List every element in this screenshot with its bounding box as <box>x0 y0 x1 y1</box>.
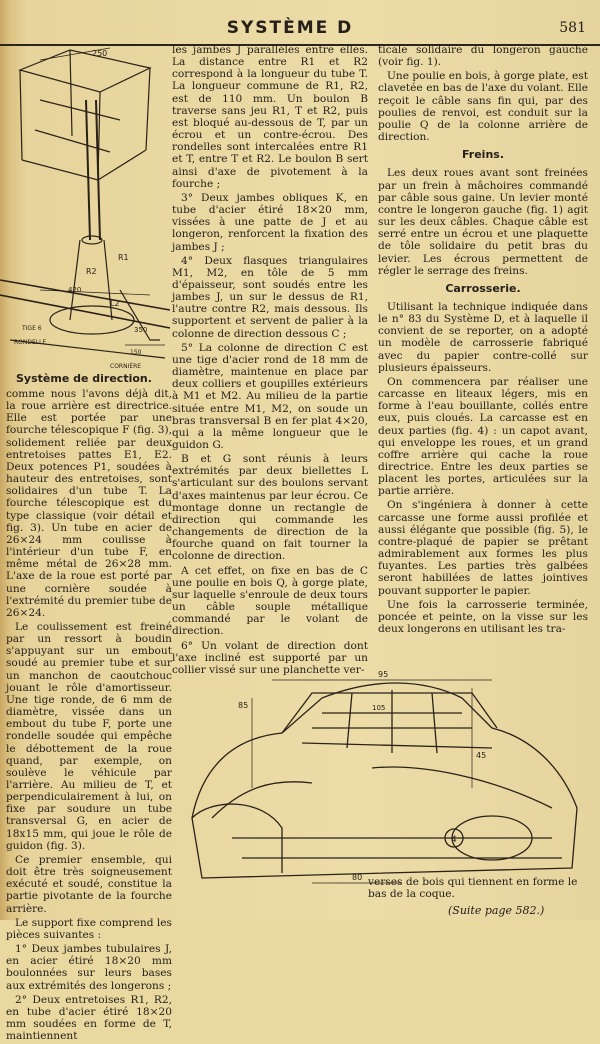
paragraph: A cet effet, on fixe en bas de C une poulie en bois Q, à gorge plate, sur laquelle s'enroule de deux tours un câble souple métallique commandé par le volant de direction. <box>172 564 368 638</box>
fig1-label-rondelle: RONDELLE <box>14 339 47 346</box>
paragraph: les jambes J parallèles entre elles. La distance entre R1 et R2 correspond à la longueur du tube T. La longueur commune de R1, R2, est de 110 mm. Un boulon B traverse sans jeu R1, T et R2, puis est bloqué au-dessous de T, par un écrou et un contre-écrou. Des rondelles sont intercalées entre R1 et T, entre T et R2. Le boulon B sert ainsi d'axe de pivotement à la fourche ; <box>172 44 368 190</box>
text-column-3 <box>378 44 588 637</box>
paragraph: Une poulie en bois, à gorge plate, est clavetée en bas de l'axe du volant. Elle reçoit le câble sans fin qui, par des poulies de renvoi, est conduit sur la poulie Q de la colonne arrière de direction. <box>378 70 588 144</box>
paragraph: Les deux roues avant sont freinées par un frein à mâchoires commandé par câble sous gaine. Un levier monté contre le longeron gauche (fig. 1) agit sur les deux câbles. Chaque câble est serré entre un écrou et une plaquette de tôle solidaire du petit bras du levier. Les écrous permettent de régler le serrage des freins. <box>378 167 588 277</box>
page-number: 581 <box>559 20 586 36</box>
paragraph: On commencera par réaliser une carcasse en liteaux légers, mis en forme à l'eau bouillante, collés entre eux, puis cloués. La carcasse est en deux parties (fig. 4) : un capot avant, qui enveloppe les roues, et un grand coffre arrière qui cache la roue directrice. Entre les deux parties se placent les portes, articulées sur la partie arrière. <box>378 375 588 498</box>
fig1-label-corniere: CORNIÈRE <box>110 363 142 370</box>
fig2-label-85: 85 <box>238 701 249 710</box>
paragraph: Ce premier ensemble, qui doit être très soigneusement exécuté et soudé, constitue la partie pivotante de la fourche arrière. <box>6 853 172 915</box>
paragraph: On s'ingéniera à donner à cette carcasse une forme aussi profilée et aussi élégante que possible (fig. 5), le contre-plaqué de papier se prêtant admirablement aux formes les plus fuyantes. Les parties très galbées seront habillées de lattes jointives pouvant supporter le papier. <box>378 499 588 597</box>
paragraph: ticale solidaire du longeron gauche (voir fig. 1). <box>378 44 588 69</box>
text-column-2 <box>172 44 368 678</box>
paragraph: Une fois la carrosserie terminée, poncée et peinte, on la visse sur les deux longerons en utilisant les tra- <box>378 598 588 636</box>
paragraph: 4° Deux flasques triangulaires M1, M2, en tôle de 5 mm d'épaisseur, sont soudés entre les jambes J, un sur le dessus de R1, l'autre contre R2, mais dessous. Ils supportent et servent de palier à la colonne de direction dessous C ; <box>172 254 368 340</box>
fig1-label-420: 420 <box>68 286 82 294</box>
fig1-label-r1: R1 <box>118 253 129 262</box>
paragraph: Utilisant la technique indiquée dans le n° 83 du Système D, et à laquelle il convient de se reporter, on a adopté un modèle de carrosserie fabriqué avec du papier contre-collé sur plusieurs épaisseurs. <box>378 300 588 374</box>
paragraph: Le coulissement est freiné par un ressort à boudin s'appuyant sur un embout soudé au premier tube et sur un manchon de caoutchouc jouant le rôle d'amortisseur. Une tige ronde, de 6 mm de diamètre, vissée dans un embout du tube F, porte une rondelle soudée qui empêche le débottement de la roue quand, par exemple, on soulève le véhicule par l'arrière. Au milieu de T, et perpendiculairement à lui, on fixe par soudure un tube transversal G, en acier de 18x15 mm, qui joue le rôle de guidon (fig. 3). <box>6 620 172 852</box>
fig1-label-tige: TIGE 6 <box>22 325 42 332</box>
fig1-label-r2: R2 <box>86 267 97 276</box>
paragraph: comme nous l'avons déjà dit, la roue arrière est directrice. Elle est portée par une fourche télescopique F (fig. 3), solidement reliée par deux entretoises pattes E1, E2. Deux potences P1, soudées à hauteur des entretoises, sont solidaires d'un tube T. La fourche télescopique est du type classique (voir détail et fig. 3). Un tube en acier de 26×24 mm coulisse à l'intérieur d'un tube F, en même métal de 26×28 mm. L'axe de la roue est porté par une cornière soudée à l'extrémité du premier tube de 26×24. <box>6 388 172 619</box>
section-heading-freins: Freins. <box>461 148 505 162</box>
steering-system-figure <box>0 40 172 370</box>
fig1-label-350: 350 <box>134 326 148 334</box>
fig1-label-250: 250 <box>92 49 108 58</box>
paragraph: 5° La colonne de direction C est une tige d'acier rond de 18 mm de diamètre, maintenue en place par deux colliers et goupilles extérieurs à M1 et M2. Au milieu de la partie située entre M1, M2, on soude un bras transversal B en fer plat 4×20, qui a la même longueur que le guidon G. <box>172 341 368 451</box>
paragraph: 2° Deux entretoises R1, R2, en tube d'acier étiré 18×20 mm soudées en forme de T, maintiennent <box>6 993 172 1043</box>
paragraph: 6° Un volant de direction dont l'axe incliné est supporté par un collier vissé sur une planchette ver- <box>172 639 368 676</box>
fig1-label-l2: L2 <box>110 299 120 308</box>
paragraph: 1° Deux jambes tubulaires J, en acier étiré 18×20 mm boulonnées sur leurs bases aux extrémités des longerons ; <box>6 943 172 992</box>
paragraph: B et G sont réunis à leurs extrémités par deux biellettes L s'articulant sur des boulons servant d'axes maintenus par leur écrou. Ce montage donne un rectangle de direction qui commande les changements de direction de la fourche quand on fait tourner la colonne de direction. <box>172 453 368 563</box>
fig2-label-80: 80 <box>352 873 363 882</box>
fig2-label-105: 105 <box>372 704 386 712</box>
section-heading-carrosserie: Carrosserie. <box>445 281 521 295</box>
fig1-label-150: 150 <box>130 349 142 356</box>
paragraph: Le support fixe comprend les pièces suivantes : <box>6 916 172 941</box>
continuation-text: verses de bois qui tiennent en forme le bas de la coque. <box>368 876 578 901</box>
fig2-label-95: 95 <box>378 670 389 679</box>
body-carcass-figure <box>172 668 590 890</box>
continued-on-note: (Suite page 582.) <box>448 904 545 917</box>
fig2-label-45: 45 <box>476 751 487 760</box>
figure-caption: Système de direction. <box>16 372 152 385</box>
text-column-1 <box>6 388 172 1044</box>
paragraph: 3° Deux jambes obliques K, en tube d'acier étiré 18×20 mm, vissées à une patte de J et au longeron, renforcent la fixation des jambes J ; <box>172 191 368 253</box>
running-title: SYSTÈME D <box>226 18 354 38</box>
fig2-label-4: 4 <box>451 835 457 845</box>
